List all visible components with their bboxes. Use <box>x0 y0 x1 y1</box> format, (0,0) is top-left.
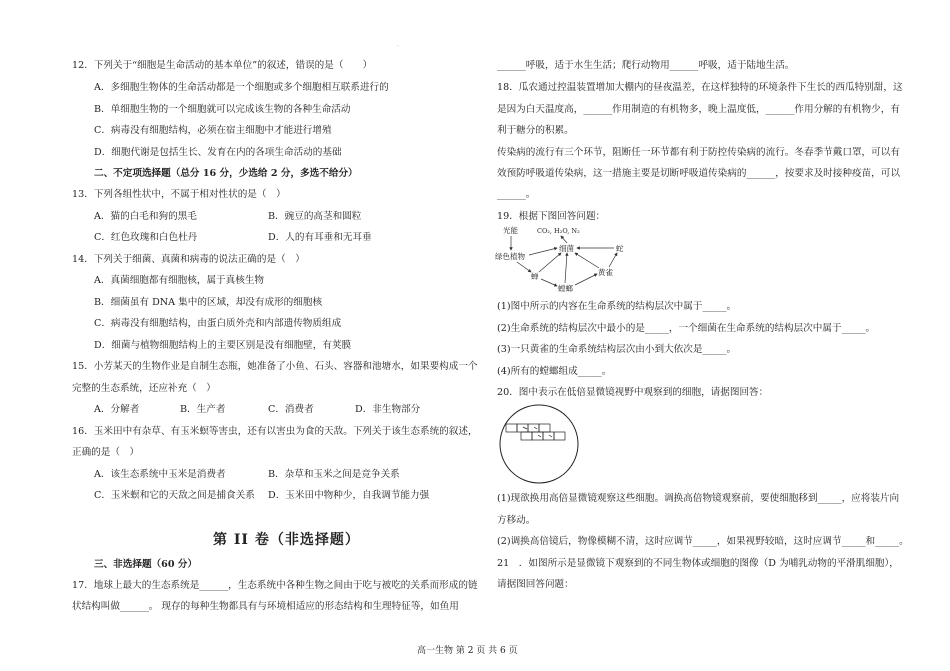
section-3-heading: 三、非选择题（60 分） <box>94 559 198 570</box>
q18-line1: 18．瓜农通过控温装置增加大棚内的昼夜温差，在这样独特的环境条件下生长的西瓜特别甜，这 <box>497 82 903 93</box>
q13-option-c: C．红色玫瑰和白色杜丹 <box>94 232 198 243</box>
q19-sub2: (2)生命系统的结构层次中最小的是_____，一个细菌在生命系统的结构层次中属于_____。 <box>497 323 876 334</box>
q18-line4: 传染病的流行有三个环节，阻断任一环节都有利于防控传染病的流行。冬春季节戴口罩，可以有 <box>497 147 900 158</box>
arrow-oriole-to-snake <box>609 253 617 267</box>
q16-option-a: A．该生态系统中玉米是消费者 <box>94 469 226 480</box>
q16-option-c: C．玉米螟和它的天敌之间是捕食关系 <box>94 490 255 501</box>
q14-option-d: D．细菌与植物细胞结构上的主要区别是没有细胞壁，有荚膜 <box>94 340 352 351</box>
q16-stem-line1: 16．玉米田中有杂草、有玉米螟等害虫，还有以害虫为食的天敌。下列关于该生态系统的叙述， <box>72 426 478 437</box>
diagram-label-bacteria: 细菌 <box>559 244 574 253</box>
q19-sub3: (3)一只黄雀的生命系统结构层次由小到大依次是_____。 <box>497 344 737 355</box>
diagram-label-snake: 蛇 <box>616 244 624 253</box>
arrow-plant-to-cicada <box>517 262 531 272</box>
q12-option-b: B．单细胞生物的一个细胞就可以完成该生物的各种生命活动 <box>94 104 351 115</box>
arrow-mantis-to-bacteria <box>565 253 567 283</box>
q19-sub4: (4)所有的螳螂组成_____。 <box>497 366 612 377</box>
q15-stem-line2: 完整的生态系统，还应补充（ ） <box>72 383 216 394</box>
q15-stem-line1: 15．小芳某天的生物作业是自制生态瓶，她准备了小鱼、石头、容器和池塘水，如果要构成一个 <box>72 361 478 372</box>
q20-sub1-line1: (1)现欲换用高倍显微镜观察这些细胞。调换高倍物镜观察前，要使细胞移到_____，应将装片向 <box>497 493 900 504</box>
section-2-heading: 二、不定项选择题（总分 16 分，少选给 2 分，多选不给分） <box>94 168 358 179</box>
arrow-oriole-to-bacteria <box>575 253 599 268</box>
q20-sub1-line2: 方移动。 <box>497 515 536 526</box>
diagram-label-mantis: 螳螂 <box>558 284 573 293</box>
q16-stem-line2: 正确的是（ ） <box>72 447 140 458</box>
q14-option-a: A．真菌细胞都有细胞核，属于真核生物 <box>94 275 265 286</box>
q16-option-d: D．玉米田中物种少，自我调节能力强 <box>268 490 430 501</box>
q17-continuation: ______呼吸，适于水生生活；爬行动物用______呼吸，适于陆地生活。 <box>497 60 795 71</box>
q13-option-d: D．人的有耳垂和无耳垂 <box>268 232 372 243</box>
q20-stem: 20．图中表示在低倍显微镜视野中观察到的细胞，请据图回答： <box>497 387 769 398</box>
q15-option-b: B．生产者 <box>180 404 226 415</box>
field-of-view-circle <box>500 405 578 483</box>
microscope-field-diagram <box>498 403 580 485</box>
q13-option-b: B．豌豆的高茎和圆粒 <box>268 211 362 222</box>
q12-option-c: C．病毒没有细胞结构，必须在宿主细胞中才能进行增殖 <box>94 125 332 136</box>
q16-option-b: B．杂草和玉米之间是竞争关系 <box>268 469 400 480</box>
q12-option-a: A．多细胞生物体的生命活动都是一个细胞或多个细胞相互联系进行的 <box>94 82 389 93</box>
arrow-plant-to-bacteria <box>529 248 557 255</box>
diagram-label-oriole: 黄雀 <box>598 268 613 277</box>
top-mark: . <box>397 41 399 48</box>
q21-line2: 请据图回答问题： <box>497 579 574 590</box>
q18-line6: ______。 <box>497 189 536 200</box>
q17-line1: 17．地球上最大的生态系统是______，生态系统中各种生物之间由于吃与被吃的关系而形成的链 <box>72 580 478 591</box>
q14-stem: 14．下列关于细菌、真菌和病毒的说法正确的是（ ） <box>72 254 305 265</box>
q18-line3: 利于糖分的积累。 <box>497 125 574 136</box>
diagram-label-light: 光能 <box>503 226 518 235</box>
arrow-mantis-to-oriole <box>575 274 597 285</box>
q19-stem: 19．根据下图回答问题： <box>497 211 606 222</box>
q19-sub1: (1)图中所示的内容在生命系统的结构层次中属于_____。 <box>497 301 737 312</box>
q13-option-a: A．猫的白毛和狗的黑毛 <box>94 211 197 222</box>
part-ii-title: 第 II 卷（非选择题） <box>213 532 360 548</box>
q15-option-c: C．消费者 <box>268 404 314 415</box>
cell-cluster <box>506 424 565 440</box>
q18-line2: 是因为白天温度高，______作用制造的有机物多，晚上温度低，______作用分解的有机物少，有 <box>497 104 900 115</box>
q17-line2: 状结构叫做______。 现存的每种生物都具有与环境相适应的形态结构和生理特征等，如鱼用 <box>72 601 459 612</box>
arrow-bacteria-to-inorganic <box>561 236 567 243</box>
arrow-cicada-to-bacteria <box>539 253 561 272</box>
q18-line5: 效预防呼吸道传染病，这一措施主要是切断呼吸道传染病的______，按要求及时接种疫苗，可以 <box>497 168 900 179</box>
q20-sub2: (2)调换高倍镜后，物像模糊不清，这时应调节_____，如果视野较暗，这时应调节_____和_____。 <box>497 536 909 547</box>
diagram-label-plant: 绿色植物 <box>495 252 525 261</box>
q14-option-b: B．细菌虽有 DNA 集中的区域，却没有成形的细胞核 <box>94 297 323 308</box>
q15-option-a: A．分解者 <box>94 404 140 415</box>
q15-option-d: D．非生物部分 <box>355 404 421 415</box>
page-footer: 高一生物 第 2 页 共 6 页 <box>417 646 518 656</box>
arrow-cicada-to-mantis <box>541 279 557 286</box>
q12-option-d: D．细胞代谢是包括生长、发育在内的各项生命活动的基础 <box>94 147 342 158</box>
q13-stem: 13．下列各组性状中，不属于相对性状的是（ ） <box>72 189 286 200</box>
diagram-label-inorganic: CO₂, H₂O, N₂ <box>537 227 580 235</box>
q21-line1: 21 ．如图所示是显微镜下观察到的不同生物体或细胞的图像（D 为哺乳动物的平滑肌细胞）， <box>497 558 899 569</box>
q14-option-c: C．病毒没有细胞结构，由蛋白质外壳和内部遗传物质组成 <box>94 318 342 329</box>
diagram-label-cicada: 蝉 <box>531 272 539 281</box>
food-web-diagram <box>495 225 655 295</box>
q12-stem: 12．下列关于“细胞是生命活动的基本单位”的叙述，错误的是（ ） <box>72 60 373 71</box>
